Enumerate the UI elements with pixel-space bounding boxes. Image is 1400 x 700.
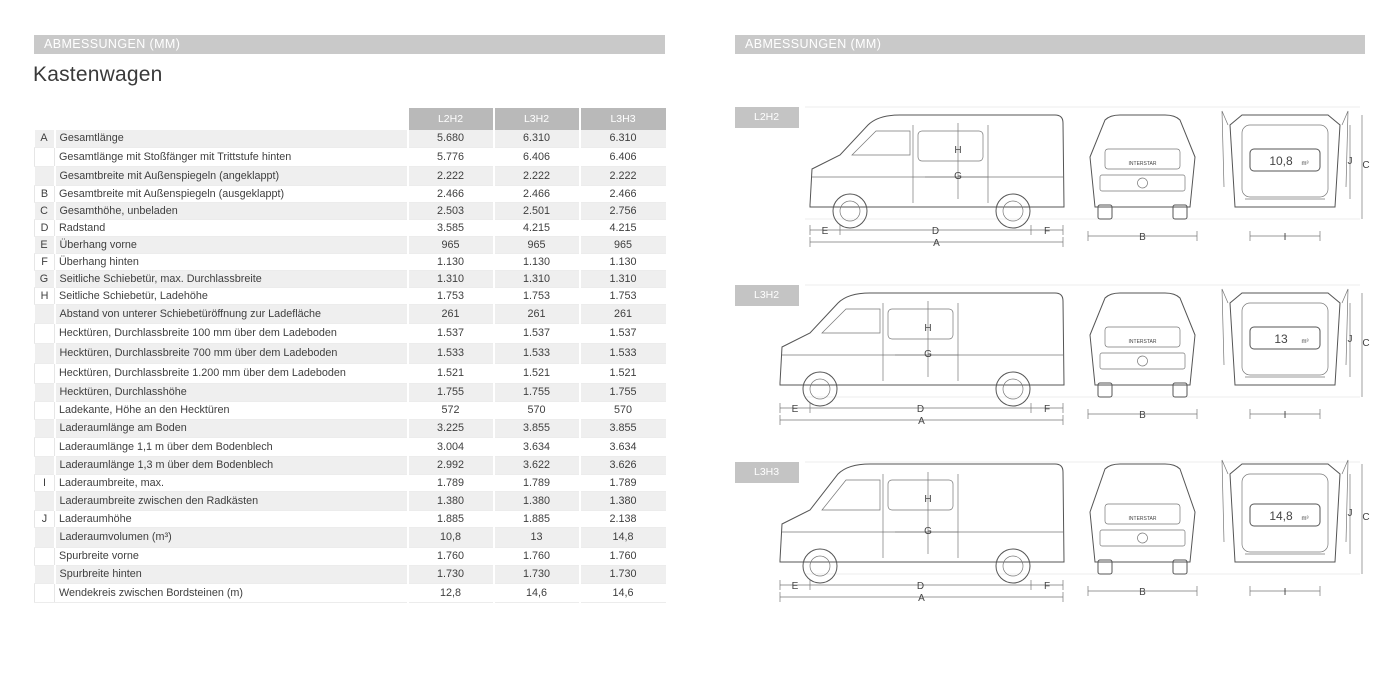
row-label: Abstand von unterer Schiebetüröffnung zur Ladefläche — [55, 304, 408, 323]
dimension-label-e: E — [821, 226, 829, 237]
row-letter — [35, 583, 55, 602]
dimension-label-d: D — [931, 226, 940, 237]
value-l2h2: 1.521 — [408, 363, 494, 383]
table-row — [35, 510, 666, 527]
row-label: Gesamtlänge mit Stoßfänger mit Trittstufe hinten — [55, 147, 408, 166]
table-row — [35, 474, 666, 491]
row-label: Laderaumbreite zwischen den Radkästen — [55, 491, 408, 510]
row-label: Spurbreite vorne — [55, 547, 408, 565]
value-l3h2: 1.533 — [494, 343, 580, 363]
row-letter — [35, 437, 55, 456]
table-row — [35, 363, 666, 383]
table-row — [35, 323, 666, 343]
value-l3h3: 6.406 — [580, 147, 666, 166]
value-l3h2: 1.755 — [494, 383, 580, 401]
value-l2h2: 1.130 — [408, 253, 494, 270]
value-l2h2: 1.753 — [408, 287, 494, 304]
row-label: Spurbreite hinten — [55, 565, 408, 583]
table-row — [35, 583, 666, 602]
table-row — [35, 130, 666, 147]
value-l3h2: 3.855 — [494, 419, 580, 437]
value-l3h2: 570 — [494, 401, 580, 419]
side-view — [780, 464, 1064, 604]
dimension-label-g: G — [924, 526, 932, 537]
rear-view — [1222, 460, 1370, 598]
value-l3h3: 1.521 — [580, 363, 666, 383]
cargo-volume-unit: m³ — [1301, 339, 1309, 345]
dimension-label-b: B — [1139, 410, 1146, 421]
dimension-label-f: F — [1043, 404, 1051, 415]
side-view — [810, 115, 1064, 249]
brand-badge: INTERSTAR — [1128, 161, 1157, 167]
row-label: Ladekante, Höhe an den Hecktüren — [55, 401, 408, 419]
value-l2h2: 1.760 — [408, 547, 494, 565]
dimension-label-e: E — [791, 581, 799, 592]
column-header: L2H2 — [408, 108, 494, 130]
value-l3h2: 1.760 — [494, 547, 580, 565]
row-letter — [35, 304, 55, 323]
value-l3h3: 14,8 — [580, 527, 666, 547]
cargo-volume: 13 — [1274, 332, 1288, 346]
value-l2h2: 2.222 — [408, 166, 494, 185]
value-l3h3: 3.855 — [580, 419, 666, 437]
dimension-label-g: G — [924, 349, 932, 360]
dimension-label-e: E — [791, 404, 799, 415]
row-label: Gesamthöhe, unbeladen — [55, 202, 408, 219]
section-header-right: ABMESSUNGEN (MM) — [735, 35, 1365, 54]
cargo-volume-unit: m³ — [1301, 161, 1309, 167]
value-l2h2: 1.755 — [408, 383, 494, 401]
variant-block-l2h2 — [735, 107, 1370, 277]
value-l3h3: 14,6 — [580, 583, 666, 602]
table-row — [35, 147, 666, 166]
dimension-label-h: H — [924, 323, 932, 334]
value-l3h2: 4.215 — [494, 219, 580, 236]
row-letter — [35, 147, 55, 166]
dimension-label-b: B — [1139, 232, 1146, 243]
brand-badge: INTERSTAR — [1128, 339, 1157, 345]
dimension-label-h: H — [924, 494, 932, 505]
row-letter: C — [35, 202, 55, 219]
variant-block-l3h3 — [735, 462, 1370, 632]
value-l3h2: 1.380 — [494, 491, 580, 510]
value-l2h2: 5.680 — [408, 130, 494, 147]
row-letter — [35, 343, 55, 363]
row-letter: A — [35, 130, 55, 147]
value-l3h3: 1.130 — [580, 253, 666, 270]
cargo-volume: 10,8 — [1269, 154, 1293, 168]
value-l3h2: 6.310 — [494, 130, 580, 147]
table-row — [35, 253, 666, 270]
section-header-left: ABMESSUNGEN (MM) — [34, 35, 665, 54]
value-l3h2: 1.521 — [494, 363, 580, 383]
row-letter: G — [35, 270, 55, 287]
row-label: Hecktüren, Durchlasshöhe — [55, 383, 408, 401]
row-letter — [35, 491, 55, 510]
value-l3h2: 3.634 — [494, 437, 580, 456]
table-row — [35, 166, 666, 185]
value-l3h3: 570 — [580, 401, 666, 419]
front-view — [1088, 293, 1197, 421]
value-l2h2: 261 — [408, 304, 494, 323]
brand-badge: INTERSTAR — [1128, 516, 1157, 522]
value-l3h3: 1.380 — [580, 491, 666, 510]
table-row — [35, 202, 666, 219]
dimension-label-i: I — [1283, 410, 1287, 421]
dimensions-table — [34, 108, 666, 603]
table-row — [35, 270, 666, 287]
value-l2h2: 12,8 — [408, 583, 494, 602]
dimension-label-a: A — [918, 416, 925, 427]
row-label: Laderaumlänge 1,1 m über dem Bodenblech — [55, 437, 408, 456]
value-l3h2: 6.406 — [494, 147, 580, 166]
header-blank — [35, 108, 55, 130]
dimension-label-h: H — [954, 145, 962, 156]
value-l3h3: 1.760 — [580, 547, 666, 565]
row-letter — [35, 547, 55, 565]
value-l2h2: 965 — [408, 236, 494, 253]
value-l2h2: 1.310 — [408, 270, 494, 287]
value-l3h3: 4.215 — [580, 219, 666, 236]
table-row — [35, 547, 666, 565]
row-letter — [35, 323, 55, 343]
value-l3h3: 1.533 — [580, 343, 666, 363]
value-l2h2: 3.004 — [408, 437, 494, 456]
value-l3h3: 965 — [580, 236, 666, 253]
header-blank — [55, 108, 408, 130]
vehicle-drawings — [735, 462, 1370, 632]
table-row — [35, 236, 666, 253]
value-l3h3: 6.310 — [580, 130, 666, 147]
value-l3h3: 261 — [580, 304, 666, 323]
value-l3h3: 3.626 — [580, 456, 666, 474]
dimension-label-i: I — [1283, 587, 1287, 598]
row-label: Seitliche Schiebetür, max. Durchlassbreite — [55, 270, 408, 287]
value-l3h2: 3.622 — [494, 456, 580, 474]
value-l2h2: 2.466 — [408, 185, 494, 202]
value-l2h2: 5.776 — [408, 147, 494, 166]
row-label: Laderaumhöhe — [55, 510, 408, 527]
row-label: Gesamtbreite mit Außenspiegeln (ausgeklappt) — [55, 185, 408, 202]
dimension-label-i: I — [1283, 232, 1287, 243]
table-row — [35, 287, 666, 304]
value-l2h2: 1.885 — [408, 510, 494, 527]
variant-tag: L2H2 — [735, 107, 799, 128]
row-label: Laderaumlänge am Boden — [55, 419, 408, 437]
value-l3h3: 2.756 — [580, 202, 666, 219]
value-l3h2: 1.537 — [494, 323, 580, 343]
rear-view — [1222, 289, 1370, 421]
row-letter — [35, 456, 55, 474]
row-label: Seitliche Schiebetür, Ladehöhe — [55, 287, 408, 304]
dimension-label-f: F — [1043, 226, 1051, 237]
value-l2h2: 1.533 — [408, 343, 494, 363]
dimension-label-a: A — [918, 593, 925, 604]
table-row — [35, 383, 666, 401]
value-l3h3: 1.753 — [580, 287, 666, 304]
variant-tag: L3H2 — [735, 285, 799, 306]
row-label: Überhang vorne — [55, 236, 408, 253]
row-label: Laderaumvolumen (m³) — [55, 527, 408, 547]
table-row — [35, 565, 666, 583]
row-label: Gesamtbreite mit Außenspiegeln (angeklappt) — [55, 166, 408, 185]
value-l2h2: 1.730 — [408, 565, 494, 583]
column-header: L3H3 — [580, 108, 666, 130]
side-view — [780, 293, 1064, 427]
front-view — [1088, 115, 1197, 243]
row-letter: I — [35, 474, 55, 491]
value-l3h3: 3.634 — [580, 437, 666, 456]
row-label: Radstand — [55, 219, 408, 236]
table-header-row — [35, 108, 666, 130]
row-label: Gesamtlänge — [55, 130, 408, 147]
vehicle-drawings — [735, 107, 1370, 277]
value-l2h2: 1.789 — [408, 474, 494, 491]
value-l2h2: 3.585 — [408, 219, 494, 236]
row-label: Hecktüren, Durchlassbreite 700 mm über dem Ladeboden — [55, 343, 408, 363]
value-l2h2: 2.503 — [408, 202, 494, 219]
row-letter: D — [35, 219, 55, 236]
row-letter: H — [35, 287, 55, 304]
table-row — [35, 437, 666, 456]
table-row — [35, 491, 666, 510]
front-view — [1088, 464, 1197, 598]
value-l3h3: 1.730 — [580, 565, 666, 583]
value-l3h2: 261 — [494, 304, 580, 323]
row-letter — [35, 419, 55, 437]
row-letter — [35, 166, 55, 185]
value-l3h2: 1.885 — [494, 510, 580, 527]
table-row — [35, 456, 666, 474]
row-letter: B — [35, 185, 55, 202]
variant-tag: L3H3 — [735, 462, 799, 483]
table-row — [35, 527, 666, 547]
value-l3h2: 2.466 — [494, 185, 580, 202]
dimension-label-c: C — [1362, 338, 1370, 349]
row-label: Überhang hinten — [55, 253, 408, 270]
row-label: Hecktüren, Durchlassbreite 1.200 mm über dem Ladeboden — [55, 363, 408, 383]
row-label: Hecktüren, Durchlassbreite 100 mm über dem Ladeboden — [55, 323, 408, 343]
row-letter — [35, 383, 55, 401]
value-l2h2: 1.537 — [408, 323, 494, 343]
value-l3h2: 1.753 — [494, 287, 580, 304]
vehicle-drawings — [735, 285, 1370, 455]
row-letter — [35, 401, 55, 419]
row-label: Wendekreis zwischen Bordsteinen (m) — [55, 583, 408, 602]
value-l3h2: 2.222 — [494, 166, 580, 185]
table-row — [35, 304, 666, 323]
dimension-label-f: F — [1043, 581, 1051, 592]
dimension-label-b: B — [1139, 587, 1146, 598]
dimension-label-d: D — [916, 581, 925, 592]
row-label: Laderaumbreite, max. — [55, 474, 408, 491]
table-row — [35, 343, 666, 363]
dimension-label-c: C — [1362, 512, 1370, 523]
value-l2h2: 3.225 — [408, 419, 494, 437]
value-l3h2: 1.310 — [494, 270, 580, 287]
variant-block-l3h2 — [735, 285, 1370, 455]
value-l3h3: 1.789 — [580, 474, 666, 491]
value-l3h3: 1.755 — [580, 383, 666, 401]
row-label: Laderaumlänge 1,3 m über dem Bodenblech — [55, 456, 408, 474]
value-l2h2: 2.992 — [408, 456, 494, 474]
table-row — [35, 401, 666, 419]
value-l3h3: 2.466 — [580, 185, 666, 202]
dimension-label-j: J — [1347, 156, 1353, 167]
dimension-label-j: J — [1347, 508, 1353, 519]
rear-view — [1222, 111, 1370, 243]
value-l2h2: 1.380 — [408, 491, 494, 510]
value-l3h3: 2.222 — [580, 166, 666, 185]
row-letter: J — [35, 510, 55, 527]
value-l3h2: 1.789 — [494, 474, 580, 491]
value-l3h3: 1.537 — [580, 323, 666, 343]
page-title: Kastenwagen — [33, 63, 163, 86]
row-letter: F — [35, 253, 55, 270]
value-l3h3: 2.138 — [580, 510, 666, 527]
row-letter: E — [35, 236, 55, 253]
value-l2h2: 572 — [408, 401, 494, 419]
value-l3h2: 1.730 — [494, 565, 580, 583]
table-row — [35, 419, 666, 437]
table-row — [35, 219, 666, 236]
value-l2h2: 10,8 — [408, 527, 494, 547]
value-l3h2: 965 — [494, 236, 580, 253]
value-l3h3: 1.310 — [580, 270, 666, 287]
table-row — [35, 185, 666, 202]
dimension-label-j: J — [1347, 334, 1353, 345]
cargo-volume: 14,8 — [1269, 509, 1293, 523]
dimension-label-d: D — [916, 404, 925, 415]
value-l3h2: 13 — [494, 527, 580, 547]
value-l3h2: 14,6 — [494, 583, 580, 602]
row-letter — [35, 363, 55, 383]
value-l3h2: 2.501 — [494, 202, 580, 219]
value-l3h2: 1.130 — [494, 253, 580, 270]
column-header: L3H2 — [494, 108, 580, 130]
dimension-label-a: A — [933, 238, 940, 249]
row-letter — [35, 527, 55, 547]
row-letter — [35, 565, 55, 583]
cargo-volume-unit: m³ — [1301, 516, 1309, 522]
dimension-label-g: G — [954, 171, 962, 182]
dimension-label-c: C — [1362, 160, 1370, 171]
